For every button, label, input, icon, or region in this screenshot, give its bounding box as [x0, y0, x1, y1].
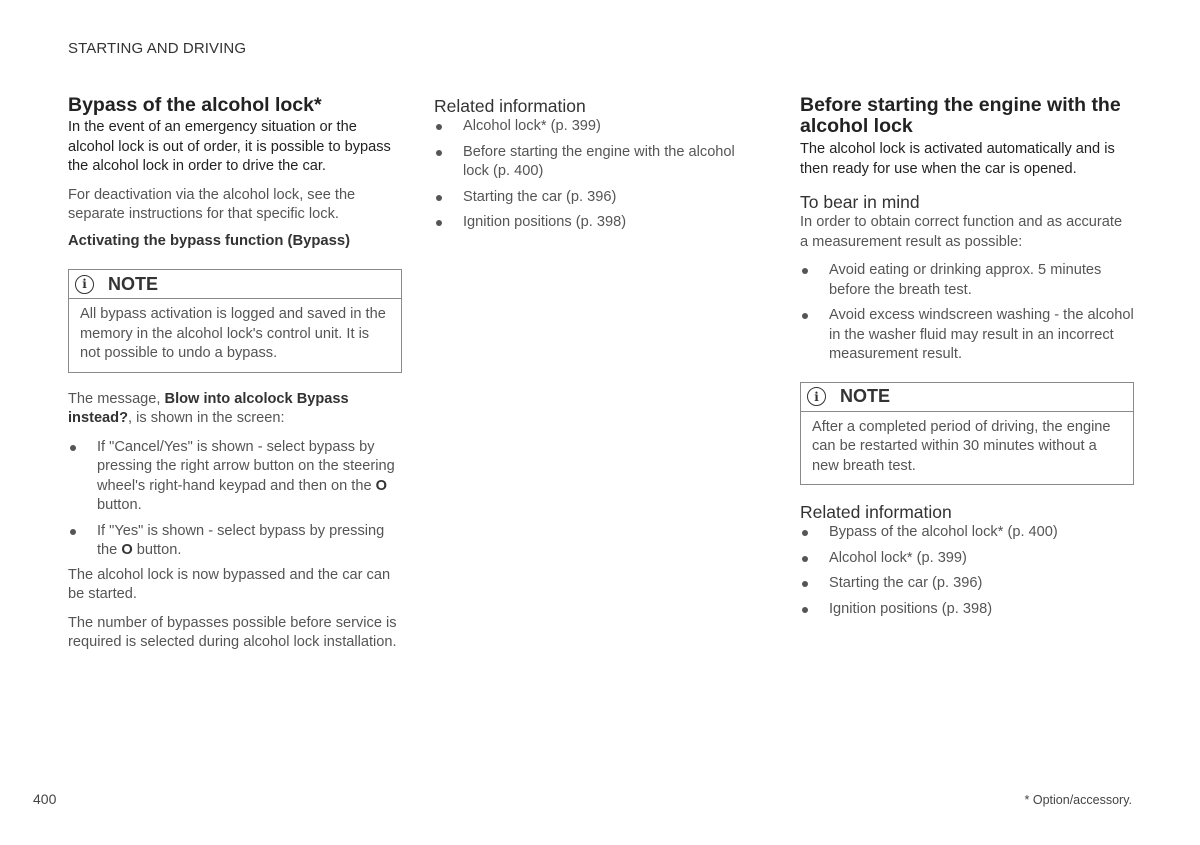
deactivation-text: For deactivation via the alcohol lock, see the separate instructions for that specific lock. [68, 186, 356, 222]
bullet-icon [802, 556, 808, 562]
related-link[interactable]: Ignition positions (p. 398) [800, 600, 1134, 620]
section-label: STARTING AND DRIVING [68, 40, 247, 57]
bullet-icon [802, 581, 808, 587]
note-body: All bypass activation is logged and saved in the memory in the alcohol lock's control unit. It is not possible to undo a bypass. [80, 306, 386, 361]
step1-bold: O [375, 477, 388, 494]
related-link[interactable]: Ignition positions (p. 398) [434, 213, 764, 233]
message-text [68, 390, 402, 429]
related-list [800, 523, 1134, 619]
step1-pre: If "Cancel/Yes" is shown - select bypass by pressing the right arrow button on the steering wheel's right-hand keypad and then on the [97, 438, 395, 494]
bypass-intro: In the event of an emergency situation or the alcohol lock is out of order, it is possible to bypass the alcohol lock in order to drive the car. [68, 119, 391, 174]
message-post: , is shown in the screen: [128, 410, 285, 426]
step2-post: button. [132, 542, 182, 558]
step2-pre: If "Yes" is shown - select bypass by pressing the [97, 522, 385, 558]
related-link[interactable]: Starting the car (p. 396) [434, 188, 764, 208]
bullet-icon [802, 313, 808, 319]
before-starting-title: Before starting the engine with the alcohol lock [800, 94, 1121, 137]
mind-list [800, 261, 1134, 365]
before-starting-intro: The alcohol lock is activated automatically and is then ready for use when the car is opened. [800, 141, 1115, 177]
bullet-icon [436, 150, 442, 156]
note-title: NOTE [840, 386, 891, 406]
list-item: Avoid eating or drinking approx. 5 minutes before the breath test. [800, 261, 1134, 300]
bullet-icon [802, 530, 808, 536]
related-link[interactable]: Starting the car (p. 396) [800, 574, 1134, 594]
bullet-icon [802, 607, 808, 613]
note-title: NOTE [108, 273, 159, 294]
list-item: Avoid excess windscreen washing - the alcohol in the washer fluid may result in an incorrect measurement result. [800, 306, 1134, 365]
related-heading: Related information [800, 502, 952, 522]
info-icon: i [807, 387, 826, 406]
related-link[interactable]: Alcohol lock* (p. 399) [434, 117, 764, 137]
related-link[interactable]: Alcohol lock* (p. 399) [800, 549, 1134, 569]
related-link[interactable]: Bypass of the alcohol lock* (p. 400) [800, 523, 1134, 543]
message-bold: Blow into alcolock Bypass instead? [68, 390, 349, 426]
related-link[interactable]: Before starting the engine with the alcohol lock (p. 400) [434, 143, 764, 182]
related-list [434, 117, 764, 233]
bullet-icon [70, 445, 76, 451]
note-box-restart [800, 382, 1134, 486]
note-body: After a completed period of driving, the engine can be restarted within 30 minutes without a new breath test. [812, 418, 1111, 474]
step2-bold: O [121, 542, 133, 558]
bypass-title: Bypass of the alcohol lock* [68, 94, 322, 116]
note-box-bypass [68, 269, 402, 373]
note-header [69, 270, 401, 299]
column-bypass [68, 95, 402, 653]
bear-in-mind-text: In order to obtain correct function and as accurate a measurement result as possible: [800, 214, 1123, 250]
column-before-starting [800, 95, 1134, 625]
bullet-icon [436, 195, 442, 201]
list-item [68, 438, 402, 516]
bullet-icon [70, 529, 76, 535]
note-header [801, 383, 1133, 412]
activating-subheading: Activating the bypass function (Bypass) [68, 232, 351, 249]
bullet-icon [802, 268, 808, 274]
related-heading: Related information [434, 96, 586, 116]
bullet-icon [436, 220, 442, 226]
column-related [434, 95, 764, 239]
page-number: 400 [33, 791, 57, 807]
footnote: * Option/accessory. [1024, 793, 1132, 807]
list-item [68, 522, 402, 561]
number-text: The number of bypasses possible before service is required is selected during alcohol lock installation. [68, 614, 397, 650]
bullet-icon [436, 124, 442, 130]
bypassed-text: The alcohol lock is now bypassed and the car can be started. [68, 566, 391, 602]
bypass-steps [68, 438, 402, 561]
bear-in-mind-heading: To bear in mind [800, 192, 920, 212]
message-pre: The message, [68, 390, 165, 407]
info-icon: i [75, 275, 94, 294]
step1-post: button. [97, 497, 142, 513]
